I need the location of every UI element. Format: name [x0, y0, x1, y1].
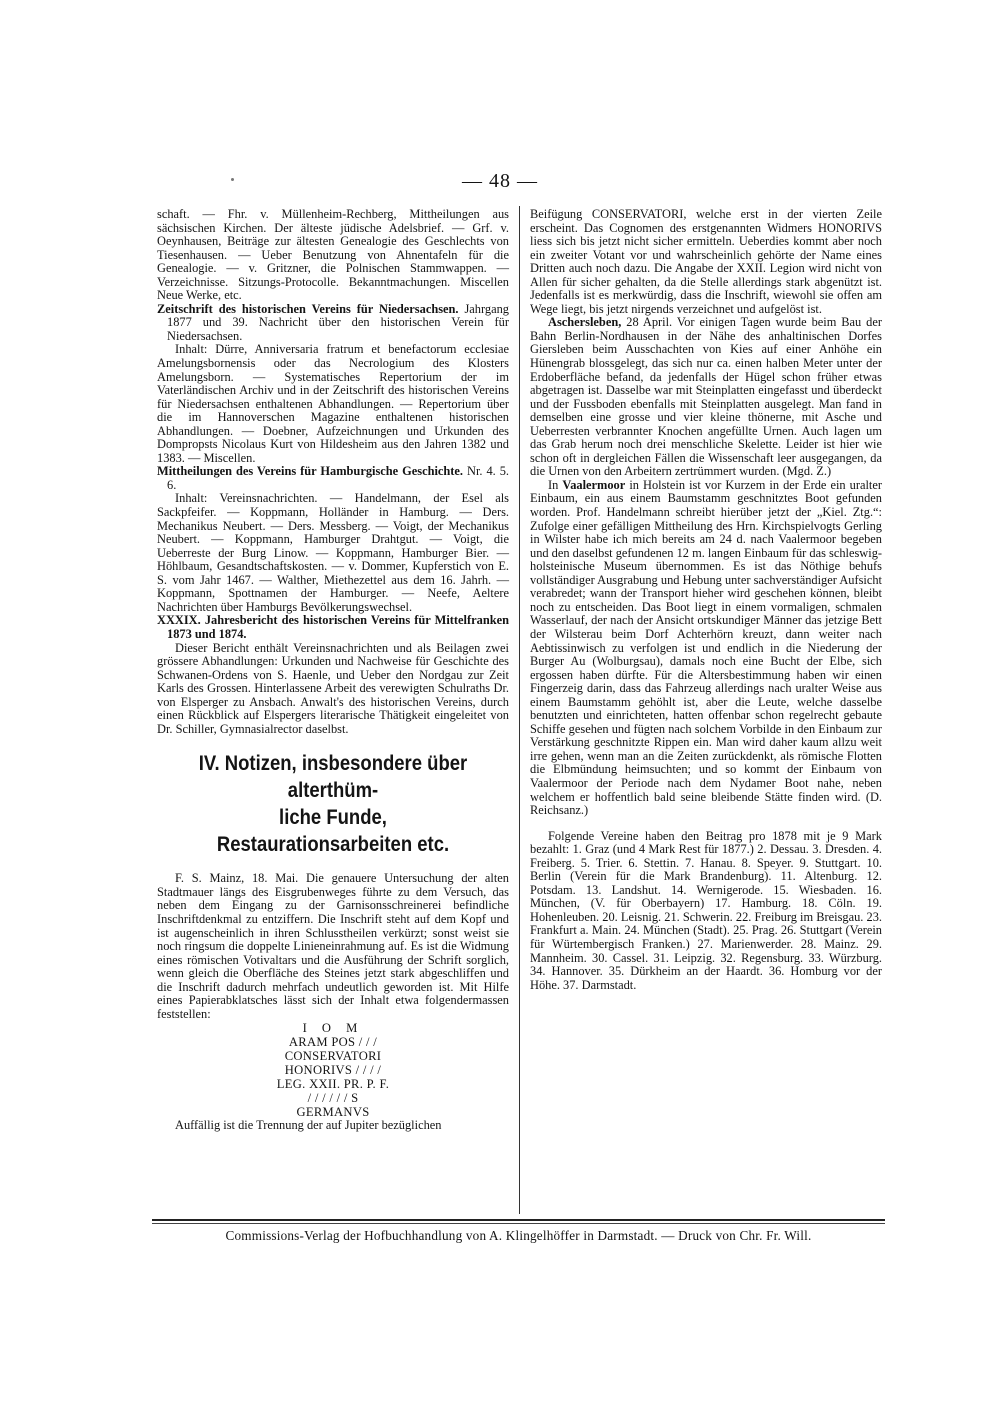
inscription-line: LEG. XXII. PR. P. F. — [276, 1077, 390, 1092]
inscription — [157, 1021, 509, 1119]
inscription-line: CONSERVATORI — [284, 1049, 382, 1064]
paragraph: Inhalt: Dürre, Anniversaria fratrum et benefactorum ecclesiae Amelungsbornensis oder das Necrologium des Klosters Amelungsborn. — Systematisches Repertorium der im Vaterländischen Archiv und in der Zeitschrift des historischen Vereins für Niedersachsen enthaltenen Abhandlungen. — Repertorium über die im Hannoverschen Magazine enthaltenen historischen Abhandlungen. — Doebner, Aufzeichnungen und Urkunden des Dompropsts Nicolaus Kurt von Hildesheim aus den Jahren 1382 und 1383. — Miscellen. — [157, 342, 509, 465]
place-name: Vaalermoor — [562, 477, 626, 492]
news-item — [530, 479, 882, 818]
inscription-line: GERMANVS — [296, 1105, 370, 1120]
news-text: 28 April. Vor einigen Tagen wurde beim Bau der Bahn Berlin-Nordhausen in der Nähe des anhaltinischen Dorfes Giersleben beim Ausschachten von Kies auf einer Anhöhe ein Hünengrab blossgelegt, das sich nur ca. einen halben Meter unter der Erdoberfläche befand, da jedenfalls der Hügel schon früher etwas abgetragen ist. Dasselbe war mit Steinplatten eingefasst und überdeckt und der Fussboden ebenfalls mit Steinplatten ausgelegt. Man fand in demselben eine grosse und vier kleine thönerne, mit Asche und Ueberresten verbrannter Knochen angefüllte Urnen. Auch lagen um das Grab herum noch drei menschliche Skelette. Leider ist hier wie schon oft in dergleichen Fällen die Wissenschaft leer ausgegangen, da die Urnen von den Arbeitern zertrümmert wurden. (Mgd. Z.) — [530, 315, 882, 479]
column-divider — [519, 206, 520, 1214]
paragraph: Beifügung CONSERVATORI, welche erst in der vierten Zeile erscheint. Das Cognomen des erstgenannten Widmers HONORIVS liess sich bis jetzt nicht sicher ermitteln. Ueberdies kommt aber noch ein zweiter Votant vor und wahrscheinlich gehörte der Name eines Dritten auch noch dazu. Die Angabe der XXII. Legion wird nicht von Allen für sicher gehalten, da die Stelle allerdings stark abgenützt ist. Jedenfalls ist es merkwürdig, dass die Inschrift, wiewohl sie offen am Wege liegt, bis jetzt nirgends verzeichnet und aufgelöst ist. — [530, 207, 882, 316]
spacer — [530, 818, 882, 830]
right-column — [530, 208, 882, 992]
footer-rule-thin — [152, 1223, 885, 1224]
page-number: — 48 — — [462, 170, 538, 192]
journal-entry — [157, 303, 509, 344]
journal-details: Jahrgang 1877 und 39. Nachricht über den historischen Verein für Niedersachsen. — [167, 301, 509, 343]
journal-title: Mittheilungen des Vereins für Hamburgische Geschichte. — [157, 464, 464, 479]
paragraph: schaft. — Fhr. v. Müllenheim-Rechberg, Mittheilungen aus sächsischen Kirchen. Der älteste jüdische Adelsbrief. — Grf. v. Oeynhausen, Beiträge zur ältesten Genealogie des Geschlechts von Tiesenhausen. — Ueber Benutzung von Ahnentafeln für die Genealogie. — v. Gritzner, die Polnischen Stammwappen. — Verzeichnisse. Sitzungs-Protocolle. Bekanntmachungen. Miscellen Neue Werke, etc. — [157, 207, 509, 303]
paragraph: Inhalt: Vereinsnachrichten. — Handelmann, der Esel als Sackpfeifer. — Koppmann, Holländer in Hamburg. — Ders. Mechanikus Neubert. — Ders. Messberg. — Voigt, der Mechanikus Neubert. — Koppmann, Hamburger Drahtgut. — Voigt, die Ueberreste der Burg Linow. — Koppmann, Hamburger Bier. — Höhlbaum, Gesandtschaftskosten. — v. Dommer, Kupferstich von E. S. vom Jahr 1467. — Walther, Miethezettel aus dem 16. Jahrh. — Koppmann, Spottnamen der Hamburger. — Neefe, Aeltere Nachrichten über Hamburgs Bevölkerungswechsel. — [157, 491, 509, 614]
paragraph: Folgende Vereine haben den Beitrag pro 1878 mit je 9 Mark bezahlt: 1. Graz (und 4 Mark Rest für 1877.) 2. Dessau. 3. Dresden. 4. Freiberg. 5. Trier. 6. Stettin. 7. Hanau. 8. Speyer. 9. Stuttgart. 10. Berlin (Verein für die Mark Brandenburg). 11. Altenburg. 12. Potsdam. 13. Landshut. 14. Wernigerode. 15. Wiesbaden. 16. München, (V. für Oberbayern) 17. Hamburg. 18. Cöln. 19. Hohenleuben. 20. Leisnig. 21. Schwerin. 22. Freiburg im Breisgau. 23. Frankfurt a. Main. 24. München (Stadt). 25. Prag. 26. Stuttgart (Verein für Würtembergisch Franken.) 27. Marienwerder. 28. Mainz. 29. Mannheim. 30. Cassel. 31. Leipzig. 32. Regensburg. 33. Würzburg. 34. Hannover. 35. Dürkheim an der Haardt. 36. Homburg vor der Höhe. 37. Darmstadt. — [530, 828, 882, 992]
journal-details: Nr. 4. 5. 6. — [167, 464, 509, 492]
section-heading-line: IV. Notizen, insbesondere über alterthüm- — [198, 751, 468, 803]
paragraph: F. S. Mainz, 18. Mai. Die genauere Untersuchung der alten Stadtmauer längs des Eisgrubenweges führte zu dem Versuch, das neben dem Eingang zu der Garnisonsschreinerei befindliche Inschriftdenkmal zu entziffern. Die Inschrift steht auf dem Kopf und ist augenscheinlich in ihren Schlusstheilen verkürzt; sonst weist sie noch ringsum die doppelte Linieneinrahmung auf. Es ist die Widmung eines römischen Votivaltars und die Ausführung der Schrift sorglich, wenn gleich die Oberfläche des Steines jetzt stark abgeschliffen und die Inschrift dadurch mehrfach undeutlich geworden ist. Mit Hilfe eines Papierabklatsches lässt sich der Inhalt etwa folgendermassen feststellen: — [157, 871, 509, 1021]
place-name: Aschersleben, — [548, 315, 622, 330]
inscription-line: I O M — [302, 1021, 364, 1036]
footer-rule — [152, 1219, 885, 1221]
paragraph: Auffällig ist die Trennung der auf Jupiter bezüglichen — [175, 1118, 442, 1133]
news-lead: In — [548, 477, 563, 492]
news-text: in Holstein ist vor Kurzem in der Erde ein uralter Einbaum, ein aus einem Baumstamm geschnitztes Boot gefunden worden. Prof. Handelmann schreibt hierüber jetzt der „Kiel. Ztg.“: Zufolge einer gefälligen Mittheilung des Hrn. Kirchspielvogts Gerling in Wilster habe ich mich bereits am 24 d. nach Vaalermoor begeben und den daselbst gefundenen 12 m. langen Einbaum für das schleswig-holsteinische Museum übernommen. Es ist das Nöthige behufs vollständiger Ausgrabung und Hebung unter sachverständiger Aufsicht verabredet; wann der Transport hieher wird geschehen können, bleibt noch zu entscheiden. Das Boot liegt in einem vormaligen, schmalen Wasserlauf, der nach der Ansicht ortskundiger Männer das jetzige Bett der Wilsterau beim Dorf Achterhörn kreuzt, dann weiter nach Aebtissinwisch zu verfolgen ist und endlich in die Niederung der Burger Au (Wolburgsau), damals noch eine Bucht der Elbe, sich ergossen haben dürfte. Für die Altersbestimmung haben wir einen Fingerzeig darin, dass das Fahrzeug allerdings nach uralter Weise aus einem Baumstamm gehöhlt ist, aber die Leute, welche dasselbe benutzten und einrichteten, hatten offenbar schon regelrecht gebaute Schiffe gesehen und fügten nach solchem Vorbilde in den Einbaum zur Verstärkung geschnitzte Rippen ein. Man wird daher kaum allzu weit irre gehen, wenn man an die Zeiten zurückdenkt, als römische Flotten die Elbmündung heimsuchten; und so kommt der Einbaum von Vaalermoor der Periode nach dem Nydamer Boot nahe, neben welchem er hoffentlich bald seine bleibende Stätte finden wird. (D. Reichsanz.) — [530, 477, 883, 818]
left-column — [157, 208, 509, 1133]
inscription-line: HONORIVS / / / / — [284, 1063, 382, 1078]
section-heading-line: liche Funde, Restaurationsarbeiten etc. — [216, 805, 450, 857]
inscription-line: / / / / / / S — [307, 1091, 359, 1106]
journal-title: XXXIX. Jahresbericht des historischen Vereins für Mittelfranken 1873 und 1874. — [157, 613, 509, 641]
inscription-line: ARAM POS / / / — [288, 1035, 378, 1050]
journal-entry — [157, 465, 509, 492]
paragraph: Dieser Bericht enthält Vereinsnachrichten und als Beilagen zwei grössere Abhandlungen: Urkunden und Nachweise für Geschichte des Schwanen-Ordens von S. Haenle, und Ueber den Nordgau zur Zeit Karls des Grossen. Hinterlassene Arbeit des verewigten Schulraths Dr. von Elsperger zu Ansbach. Anwalt's des historischen Vereins, durch einen Rückblick auf Elspergers literarische Thätigkeit eingeleitet von Dr. Schiller, Gymnasialrector daselbst. — [157, 640, 509, 736]
publisher-footer: Commissions-Verlag der Hofbuchhandlung von A. Klingelhöffer in Darmstadt. — Druck von Chr. Fr. Will. — [225, 1228, 812, 1243]
section-heading — [182, 750, 485, 858]
news-item — [530, 316, 882, 479]
journal-title: Zeitschrift des historischen Vereins für Niedersachsen. — [157, 301, 459, 316]
